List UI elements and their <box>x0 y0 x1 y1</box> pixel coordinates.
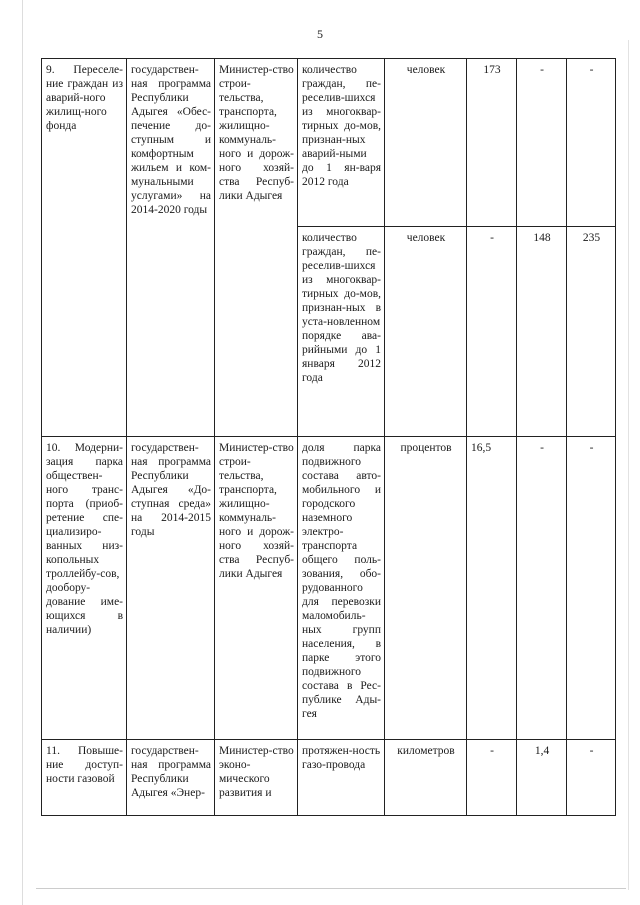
executor-cell: Министер-ство эконо-мического развития и <box>215 740 298 816</box>
indicator-name-cell: количество граждан, пе-реселив-шихся из многоквар-тирных до-мов, признан-ных в уста-новленном порядке ава-рийными до 1 января 2012 года <box>298 227 385 437</box>
value-cell-1: - <box>467 740 517 816</box>
value-cell-2: - <box>517 59 567 227</box>
value-cell-3: - <box>567 740 616 816</box>
value-cell-2: - <box>517 437 567 740</box>
executor-cell: Министер-ство строи-тельства, транспорта, жилищно-коммуналь-ного и дорож-ного хозяй-ства Респуб-лики Адыгея <box>215 59 298 437</box>
value-cell-1: - <box>467 227 517 437</box>
value-cell-2: 1,4 <box>517 740 567 816</box>
value-cell-3: 235 <box>567 227 616 437</box>
program-cell: государствен-ная программа Республики Адыгея «Энер- <box>127 740 215 816</box>
indicator-name-cell: доля парка подвижного состава авто-мобильного и городского наземного электро-транспорта общего поль-зования, обо-рудованного для перевозки маломобиль-ных групп населения, в парке этого подвижного состава в Рес-публике Ады-гея <box>298 437 385 740</box>
program-cell: государствен-ная программа Республики Адыгея «Обес-печение до-ступным и комфортным жильем и ком-мунальными услугами» на 2014-2020 годы <box>127 59 215 437</box>
value-cell-1: 16,5 <box>467 437 517 740</box>
unit-cell: человек <box>385 59 467 227</box>
scan-bottom-edge <box>36 888 626 889</box>
table-row <box>42 437 616 740</box>
value-cell-3: - <box>567 59 616 227</box>
table-row <box>42 59 616 227</box>
scan-right-edge <box>628 40 629 890</box>
unit-cell: процентов <box>385 437 467 740</box>
executor-cell: Министер-ство строи-тельства, транспорта, жилищно-коммуналь-ного и дорож-ного хозяй-ства Респуб-лики Адыгея <box>215 437 298 740</box>
event-cell: 9. Переселе-ние граждан из аварий-ного жилищ-ного фонда <box>42 59 127 437</box>
value-cell-2: 148 <box>517 227 567 437</box>
event-cell: 10. Модерни-зация парка обществен-ного транс-порта (приоб-ретение спе-циализиро-ванных низ-копольных троллейбу-сов, дообору-дование име-ющихся в наличии) <box>42 437 127 740</box>
page-number: 5 <box>317 27 323 41</box>
indicator-name-cell: протяжен-ность газо-провода <box>298 740 385 816</box>
value-cell-3: - <box>567 437 616 740</box>
table-row <box>42 740 616 816</box>
program-cell: государствен-ная программа Республики Адыгея «До-ступная среда» на 2014-2015 годы <box>127 437 215 740</box>
scan-left-edge <box>22 0 23 905</box>
value-cell-1: 173 <box>467 59 517 227</box>
indicators-table <box>41 58 616 816</box>
indicator-name-cell: количество граждан, пе-реселив-шихся из многоквар-тирных до-мов, признан-ных аварий-ными до 1 ян-варя 2012 года <box>298 59 385 227</box>
event-cell: 11. Повыше-ние доступ-ности газовой <box>42 740 127 816</box>
unit-cell: человек <box>385 227 467 437</box>
unit-cell: километров <box>385 740 467 816</box>
